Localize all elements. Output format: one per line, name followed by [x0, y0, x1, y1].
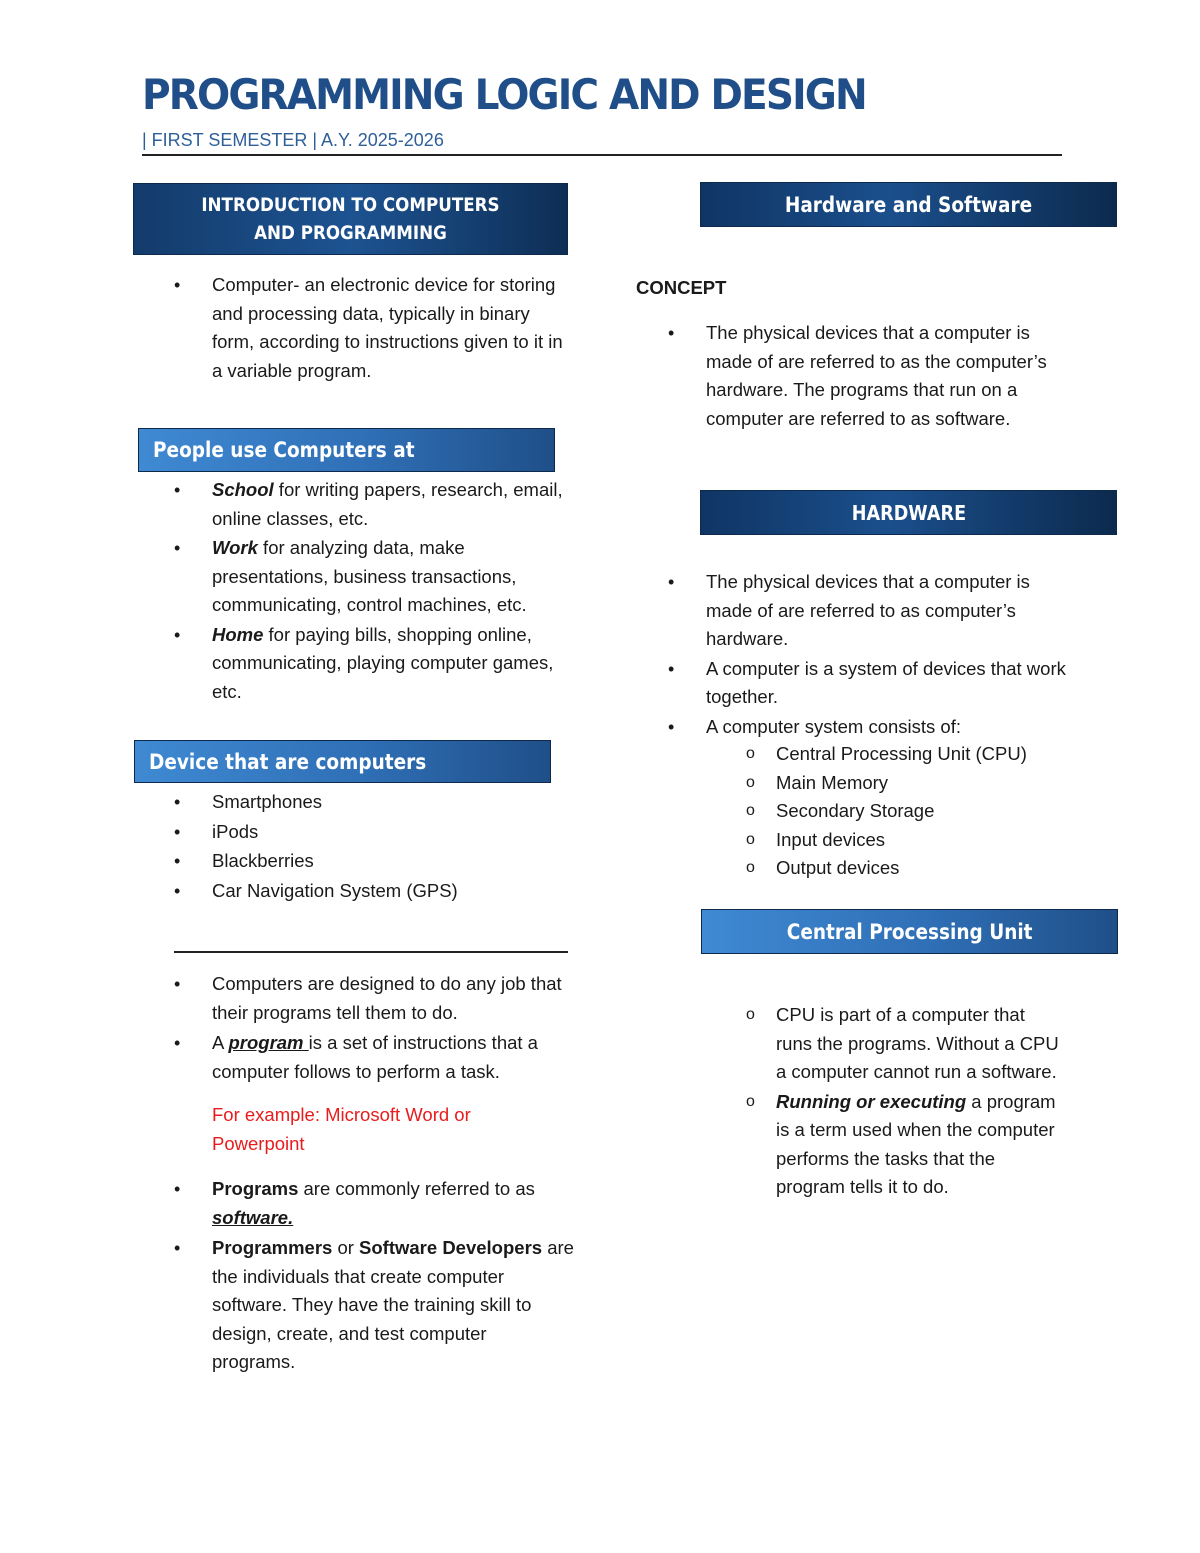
programs-list [134, 970, 574, 1086]
cpu-section-header [701, 909, 1118, 954]
list-item: • Blackberries [134, 847, 574, 876]
list-item: • Programs are commonly referred to as software. [134, 1175, 574, 1232]
list-item: • iPods [134, 818, 574, 847]
hardware-header-label: HARDWARE [851, 500, 966, 525]
list-item: • A computer system consists of: [628, 713, 1068, 742]
list-item: • Computer- an electronic device for storing and processing data, typically in binary form, according to instructions given to it in a variable program. [134, 271, 574, 385]
list-item: o Running or executing a program is a term used when the computer performs the tasks that the program tells it to do. [704, 1088, 1060, 1202]
list-item: o CPU is part of a computer that runs the programs. Without a CPU a computer cannot run a software. [704, 1001, 1060, 1087]
document-title: PROGRAMMING LOGIC AND DESIGN [142, 70, 866, 119]
list-item: • Work for analyzing data, make presentations, business transactions, communicating, control machines, etc. [134, 534, 574, 620]
devices-header-label: Device that are computers [149, 749, 427, 774]
people-section-header [138, 428, 555, 472]
hardware-list [628, 568, 1068, 741]
section-divider [174, 951, 568, 953]
list-item: • Computers are designed to do any job that their programs tell them to do. [134, 970, 574, 1027]
cpu-list [704, 1001, 1060, 1202]
intro-header-line2: AND PROGRAMMING [254, 222, 447, 244]
intro-header-line1: INTRODUCTION TO COMPUTERS [201, 194, 500, 216]
list-item: • The physical devices that a computer is made of are referred to as computer’s hardware. [628, 568, 1068, 654]
list-item: o Central Processing Unit (CPU) [704, 740, 1084, 769]
list-item: • Programmers or Software Developers are the individuals that create computer software. They have the training skill to design, create, and test computer programs. [134, 1234, 574, 1377]
list-item: o Input devices [704, 826, 1084, 855]
list-item: • Smartphones [134, 788, 574, 817]
header-divider [142, 154, 1062, 156]
list-item: • The physical devices that a computer is made of are referred to as the computer’s hardware. The programs that run on a computer are referred to as software. [628, 319, 1068, 433]
list-item: • A program is a set of instructions that a computer follows to perform a task. [134, 1029, 574, 1086]
list-item: o Main Memory [704, 769, 1084, 798]
document-subtitle: | FIRST SEMESTER | A.Y. 2025-2026 [142, 130, 444, 150]
intro-section-header [133, 183, 568, 255]
people-list [134, 476, 574, 706]
list-item: • School for writing papers, research, email, online classes, etc. [134, 476, 574, 533]
list-item: • Home for paying bills, shopping online, communicating, playing computer games, etc. [134, 621, 574, 707]
cpu-header-label: Central Processing Unit [786, 919, 1033, 944]
list-item: • Car Navigation System (GPS) [134, 877, 574, 906]
software-list [134, 1175, 574, 1377]
devices-section-header [134, 740, 551, 783]
intro-list [134, 271, 574, 385]
concept-label: CONCEPT [636, 277, 727, 298]
list-item: o Secondary Storage [704, 797, 1084, 826]
list-item: • A computer is a system of devices that work together. [628, 655, 1068, 712]
example-note: For example: Microsoft Word or Powerpoint [212, 1104, 471, 1154]
concept-list [628, 319, 1068, 433]
people-header-label: People use Computers at [153, 438, 415, 462]
hardware-section-header [700, 490, 1117, 535]
list-item: o Output devices [704, 854, 1084, 883]
system-parts-list [704, 740, 1084, 883]
devices-list [134, 788, 574, 905]
hardware-software-label: Hardware and Software [784, 192, 1033, 217]
hardware-software-header [700, 182, 1117, 227]
